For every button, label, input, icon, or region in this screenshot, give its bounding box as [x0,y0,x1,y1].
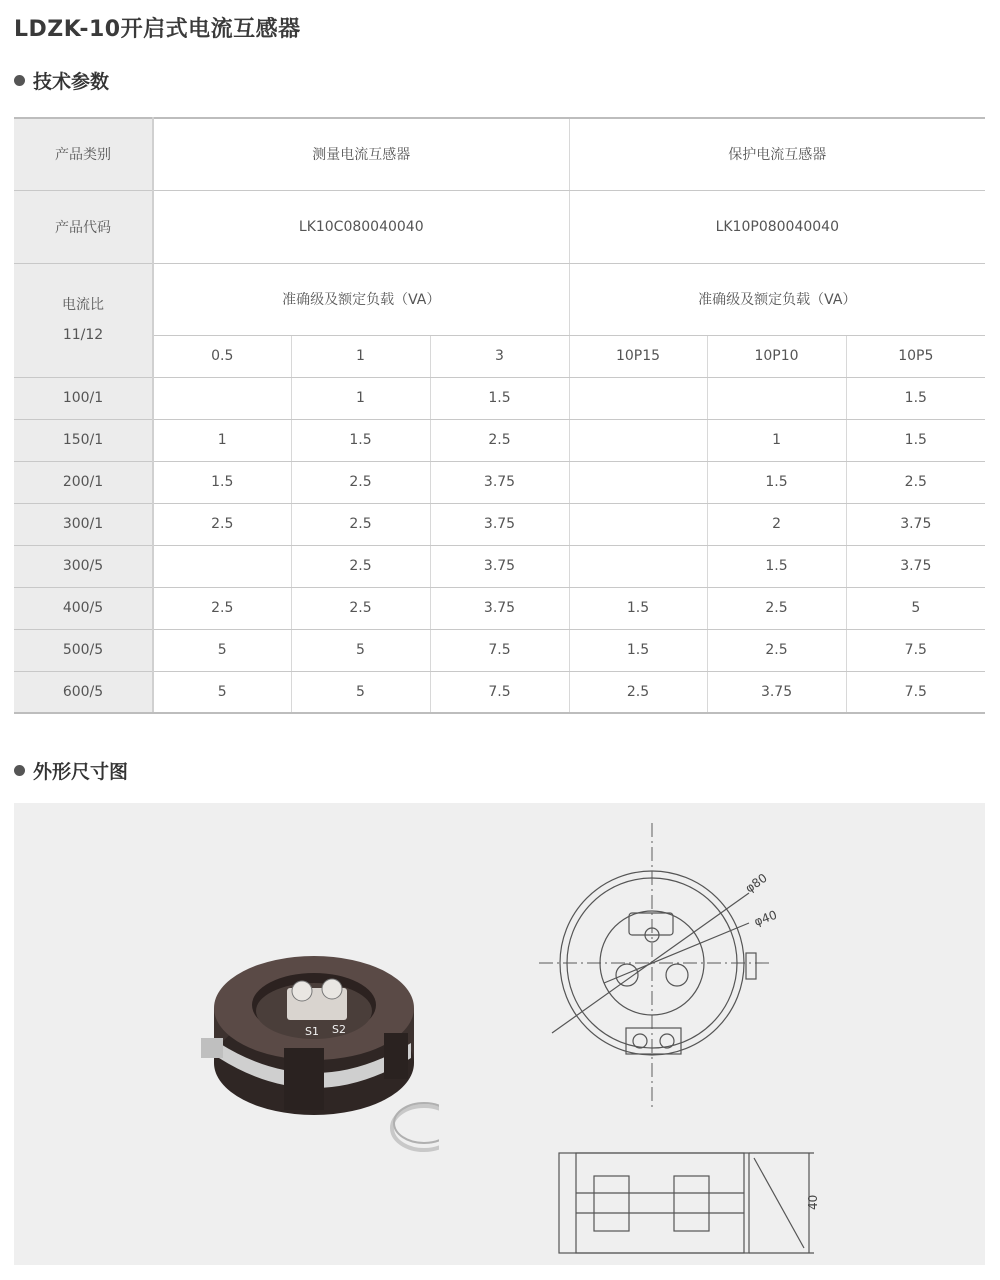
section-title: 外形尺寸图 [33,761,129,783]
table-row [14,503,985,545]
terminal-s2-label: S2 [332,1023,346,1036]
value-cell [569,503,707,545]
class-header-cell: 1 [291,335,430,377]
value-cell: 3.75 [707,671,846,713]
spec-table [14,117,985,714]
class-header-cell: 10P10 [707,335,846,377]
class-header-cell: 0.5 [153,335,291,377]
value-cell [569,461,707,503]
value-cell: 5 [846,587,985,629]
table-row [14,545,985,587]
table-cell: 准确级及额定负载（VA） [153,263,569,335]
side-view-drawing [554,1148,824,1258]
value-cell: 3.75 [430,461,569,503]
table-row [14,587,985,629]
bullet-icon [14,765,25,776]
value-cell: 1.5 [846,377,985,419]
value-cell [569,377,707,419]
table-row [14,335,985,377]
dimension-height-label: 40 [806,1194,820,1210]
value-cell [569,419,707,461]
table-row [14,461,985,503]
value-cell: 1.5 [707,461,846,503]
page-title: LDZK-10开启式电流互感器 [14,17,301,42]
value-cell: 2 [707,503,846,545]
table-cell: LK10C080040040 [153,190,569,263]
terminal-s1-label: S1 [305,1025,319,1038]
value-cell: 1.5 [846,419,985,461]
table-row [14,419,985,461]
value-cell: 2.5 [291,461,430,503]
value-cell [569,545,707,587]
value-cell [153,377,291,419]
value-cell: 5 [153,629,291,671]
table-cell: 产品代码 [14,190,153,263]
figure-panel [14,803,985,1265]
table-row [14,118,985,190]
class-header-cell: 10P15 [569,335,707,377]
ratio-label-sub: 11/12 [62,327,104,343]
dimension-outer-label: φ80 [742,870,770,896]
value-cell [707,377,846,419]
dimension-inner-label: φ40 [752,907,779,929]
table-cell: 准确级及额定负载（VA） [569,263,985,335]
value-cell: 5 [153,671,291,713]
transformer-photo [199,933,439,1163]
table-row [14,263,985,335]
value-cell: 2.5 [846,461,985,503]
ratio-cell: 500/5 [14,629,153,671]
table-row [14,377,985,419]
section-title: 技术参数 [33,71,110,93]
value-cell: 1.5 [707,545,846,587]
value-cell: 1.5 [430,377,569,419]
table-row [14,190,985,263]
ratio-cell: 100/1 [14,377,153,419]
table-cell: LK10P080040040 [569,190,985,263]
ratio-cell: 300/1 [14,503,153,545]
class-header-cell: 10P5 [846,335,985,377]
value-cell: 3.75 [430,587,569,629]
table-cell [14,263,153,377]
value-cell: 3.75 [430,503,569,545]
value-cell: 2.5 [430,419,569,461]
value-cell: 1 [291,377,430,419]
value-cell: 1.5 [153,461,291,503]
table-row [14,671,985,713]
value-cell: 2.5 [291,503,430,545]
value-cell: 5 [291,671,430,713]
value-cell: 2.5 [707,629,846,671]
value-cell: 2.5 [153,587,291,629]
value-cell: 2.5 [291,587,430,629]
section-heading-dimensions [14,757,128,784]
value-cell [153,545,291,587]
value-cell: 3.75 [430,545,569,587]
value-cell: 7.5 [430,671,569,713]
value-cell: 1.5 [569,587,707,629]
value-cell: 1.5 [569,629,707,671]
table-cell: 产品类别 [14,118,153,190]
value-cell: 1 [153,419,291,461]
value-cell: 7.5 [846,671,985,713]
value-cell: 2.5 [153,503,291,545]
value-cell: 3.75 [846,503,985,545]
value-cell: 7.5 [430,629,569,671]
table-cell: 测量电流互感器 [153,118,569,190]
ratio-label: 电流比 [62,297,104,313]
section-heading-specs [14,67,109,94]
value-cell: 2.5 [707,587,846,629]
ratio-cell: 600/5 [14,671,153,713]
table-cell: 保护电流互感器 [569,118,985,190]
value-cell: 2.5 [291,545,430,587]
bullet-icon [14,75,25,86]
value-cell: 2.5 [569,671,707,713]
value-cell: 1.5 [291,419,430,461]
ratio-cell: 400/5 [14,587,153,629]
front-view-drawing [534,818,794,1118]
table-row [14,629,985,671]
ratio-cell: 150/1 [14,419,153,461]
value-cell: 3.75 [846,545,985,587]
value-cell: 5 [291,629,430,671]
ratio-cell: 200/1 [14,461,153,503]
class-header-cell: 3 [430,335,569,377]
value-cell: 1 [707,419,846,461]
value-cell: 7.5 [846,629,985,671]
ratio-cell: 300/5 [14,545,153,587]
